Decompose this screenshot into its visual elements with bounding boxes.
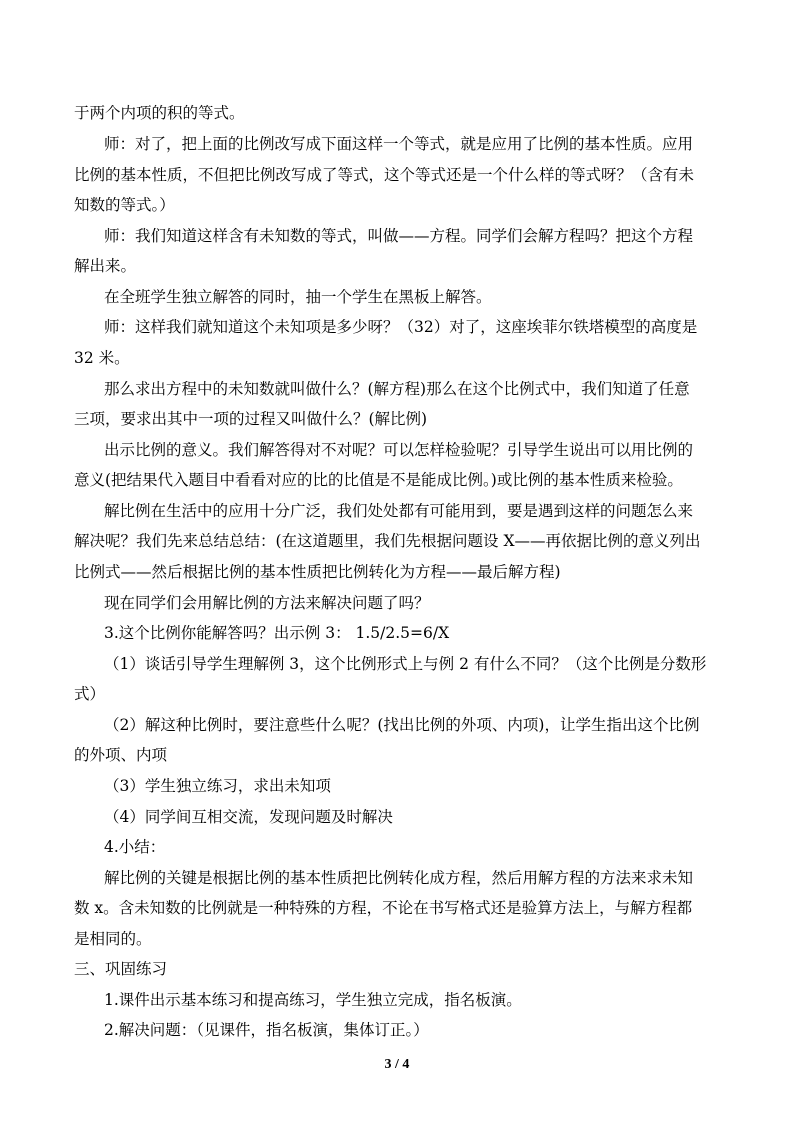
text-line: 32 米。 xyxy=(74,349,130,367)
text-line: 师：对了，把上面的比例改写成下面这样一个等式，就是应用了比例的基本性质。应用 xyxy=(104,135,694,153)
text-line: 3.这个比例你能解答吗？出示例 3： 1.5/2.5=6/X xyxy=(104,624,450,642)
text-line: 解比例在生活中的应用十分广泛，我们处处都有可能用到，要是遇到这样的问题怎么来 xyxy=(104,502,694,520)
text-line: 师：我们知道这样含有未知数的等式，叫做——方程。同学们会解方程吗？把这个方程 xyxy=(104,227,694,245)
text-line: （1）谈话引导学生理解例 3，这个比例形式上与例 2 有什么不同？（这个比例是分数形 xyxy=(104,655,707,673)
text-line: 知数的等式。） xyxy=(74,196,175,214)
text-line: 1.课件出示基本练习和提高练习，学生独立完成，指名板演。 xyxy=(104,991,522,1009)
section-heading: 三、巩固练习 xyxy=(74,960,168,978)
page-number: 3 / 4 xyxy=(384,1057,410,1072)
text-line: 比例式——然后根据比例的基本性质把比例转化为方程——最后解方程) xyxy=(74,563,561,581)
text-line: 2.解决问题：（见课件，指名板演，集体订正。） xyxy=(104,1021,429,1039)
text-line: （4）同学间互相交流，发现问题及时解决 xyxy=(104,808,393,826)
text-line: 的外项、内项 xyxy=(74,746,168,764)
text-line: 解出来。 xyxy=(74,257,137,275)
text-line: 于两个内项的积的等式。 xyxy=(74,104,245,122)
text-line: 师：这样我们就知道这个未知项是多少呀？（32）对了，这座埃菲尔铁塔模型的高度是 xyxy=(104,318,698,336)
text-line: 式） xyxy=(74,685,106,703)
text-line: 那么求出方程中的未知数就叫做什么？(解方程)那么在这个比例式中，我们知道了任意 xyxy=(104,380,690,398)
text-line: 现在同学们会用解比例的方法来解决问题了吗？ xyxy=(104,594,430,612)
text-line: 4.小结： xyxy=(104,838,166,856)
text-line: 解比例的关键是根据比例的基本性质把比例转化成方程，然后用解方程的方法来求未知 xyxy=(104,869,694,887)
text-line: （3）学生独立练习，求出未知项 xyxy=(104,777,331,795)
text-line: 三项，要求出其中一项的过程又叫做什么？(解比例) xyxy=(74,410,428,428)
text-line: 解决呢？我们先来总结总结：(在这道题里，我们先根据问题设 X——再依据比例的意义列出 xyxy=(74,532,701,550)
text-line: 比例的基本性质，不但把比例改写成了等式，这个等式还是一个什么样的等式呀？（含有未 xyxy=(74,166,695,184)
text-line: 数 x。含未知数的比例就是一种特殊的方程，不论在书写格式还是验算方法上，与解方程都 xyxy=(74,899,693,917)
text-line: 意义(把结果代入题目中看看对应的比的比值是不是能成比例。)或比例的基本性质来检验。 xyxy=(74,471,683,489)
text-line: 是相同的。 xyxy=(74,930,152,948)
text-line: 出示比例的意义。我们解答得对不对呢？可以怎样检验呢？引导学生说出可以用比例的 xyxy=(104,441,694,459)
text-line: （2）解这种比例时，要注意些什么呢？(找出比例的外项、内项)，让学生指出这个比例 xyxy=(104,716,700,734)
text-line: 在全班学生独立解答的同时，抽一个学生在黑板上解答。 xyxy=(104,288,492,306)
